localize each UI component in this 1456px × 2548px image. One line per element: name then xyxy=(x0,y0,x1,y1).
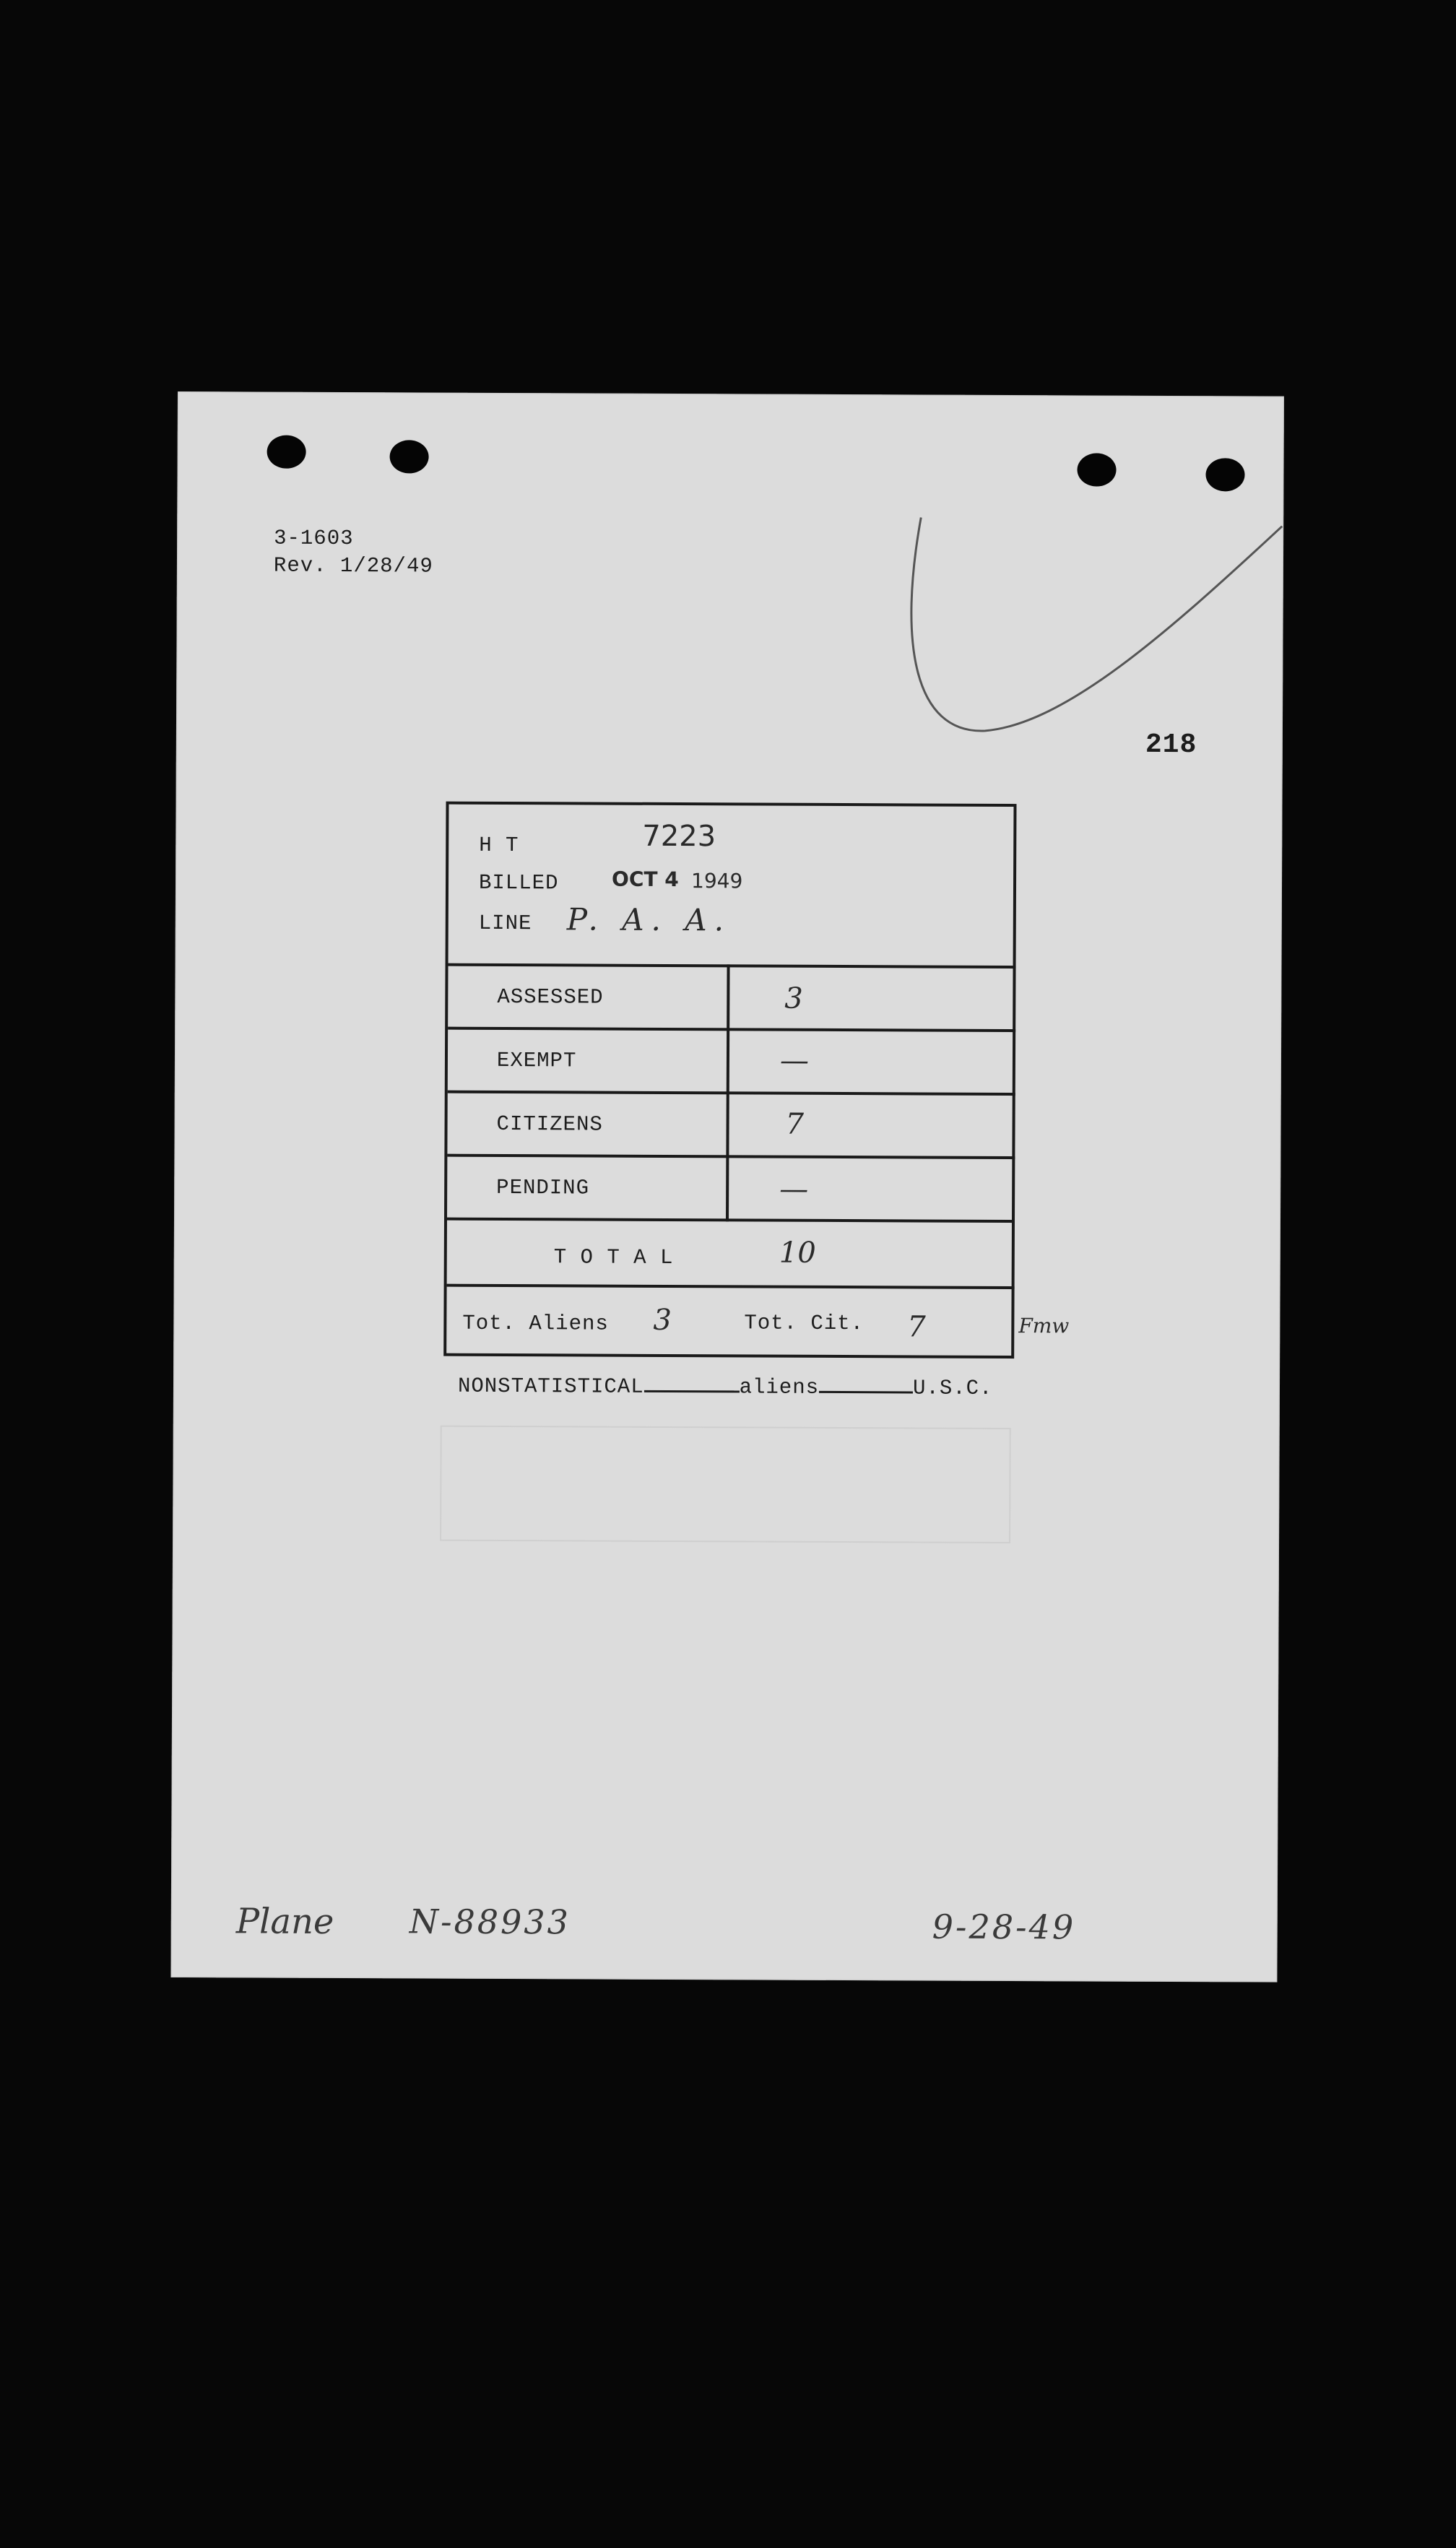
clerk-initials: Fmw xyxy=(1018,1314,1070,1338)
tot-cit-value: 7 xyxy=(907,1310,926,1344)
form-revision: Rev. 1/28/49 xyxy=(273,553,433,578)
divider xyxy=(447,1284,1015,1289)
document-page xyxy=(170,391,1284,1982)
blank-line xyxy=(819,1375,913,1394)
pencil-curve-mark xyxy=(176,391,1284,830)
page-number: 218 xyxy=(1145,729,1197,761)
billed-label: BILLED xyxy=(478,870,559,896)
billed-stamp-date: OCT 4 xyxy=(611,867,679,892)
nonstatistical-aliens-label: aliens xyxy=(739,1375,820,1400)
divider xyxy=(447,1154,1015,1159)
divider xyxy=(448,1027,1015,1032)
blank-line xyxy=(644,1374,740,1393)
line-label: LINE xyxy=(478,911,532,936)
divider xyxy=(448,1091,1015,1096)
footer-date: 9-28-49 xyxy=(932,1907,1076,1947)
tot-aliens-label: Tot. Aliens xyxy=(462,1311,609,1336)
billed-stamp-year: 1949 xyxy=(690,869,743,893)
plane-number: N-88933 xyxy=(409,1902,571,1942)
divider xyxy=(448,963,1016,968)
row-label-assessed: ASSESSED xyxy=(497,984,604,1010)
divider xyxy=(447,1218,1015,1223)
row-value-assessed: 3 xyxy=(784,982,803,1015)
row-label-exempt: EXEMPT xyxy=(496,1048,577,1073)
tot-cit-label: Tot. Cit. xyxy=(744,1311,864,1336)
column-divider xyxy=(726,964,730,1221)
ht-label: H T xyxy=(479,833,519,858)
nonstatistical-label: NONSTATISTICAL xyxy=(457,1374,644,1399)
row-label-pending: PENDING xyxy=(496,1175,590,1200)
row-value-exempt: — xyxy=(779,1044,810,1078)
ht-number: 7223 xyxy=(642,819,716,854)
tot-aliens-value: 3 xyxy=(653,1303,672,1337)
nonstatistical-line xyxy=(458,1374,993,1400)
row-label-citizens: CITIZENS xyxy=(496,1112,603,1137)
plane-label: Plane xyxy=(235,1901,334,1942)
row-value-citizens: 7 xyxy=(785,1107,805,1141)
row-value-pending: — xyxy=(779,1172,809,1206)
total-label: T O T A L xyxy=(553,1245,674,1270)
line-value: P. A. A. xyxy=(566,901,732,938)
form-code: 3-1603 xyxy=(274,526,354,551)
faint-form-outline xyxy=(440,1426,1011,1543)
total-value: 10 xyxy=(779,1236,816,1270)
nonstatistical-usc-label: U.S.C. xyxy=(912,1376,993,1400)
